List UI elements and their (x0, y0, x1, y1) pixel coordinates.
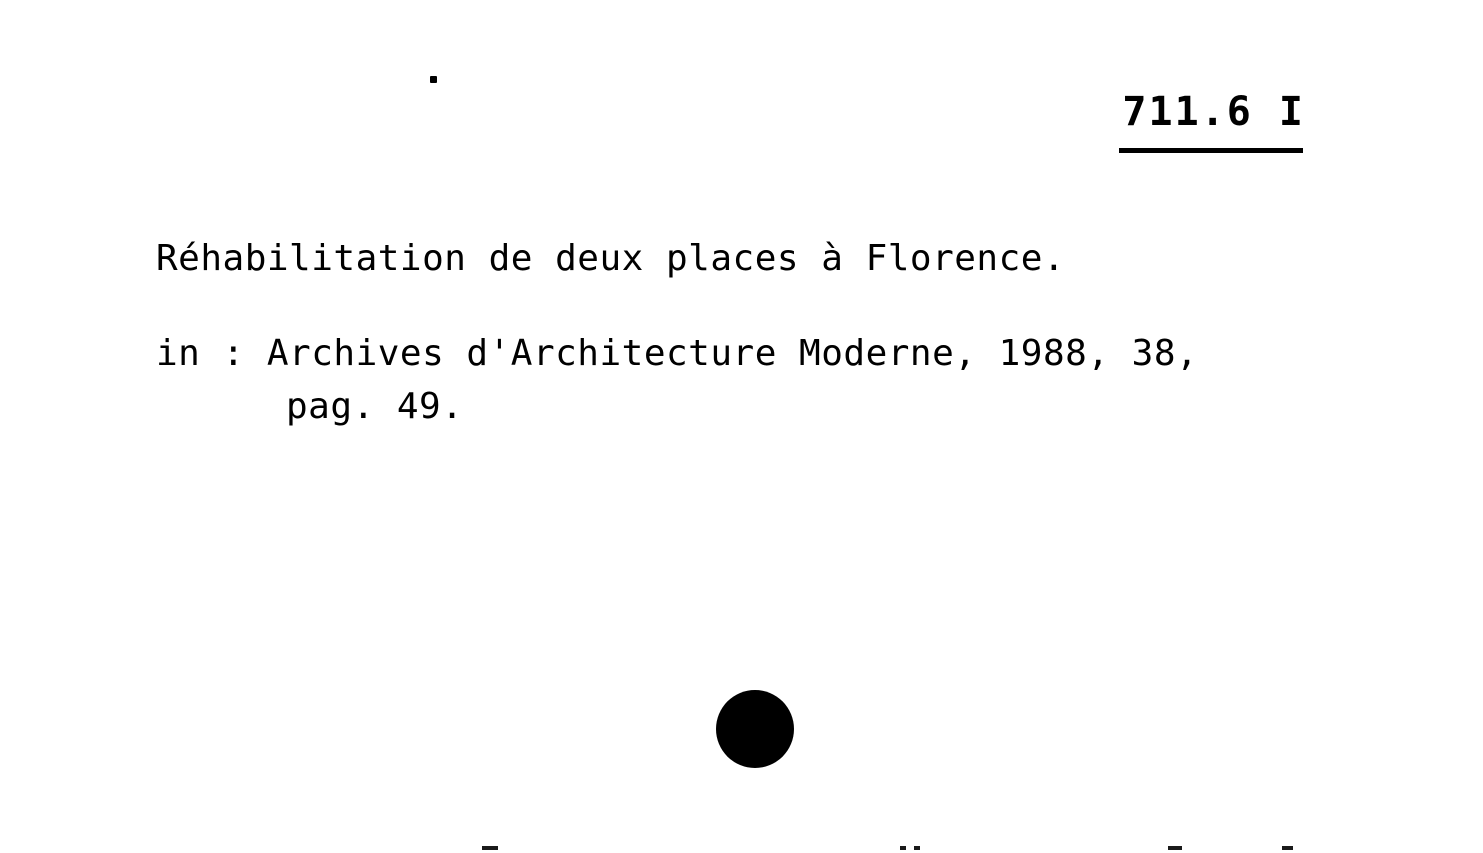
bottom-edge-mark (1168, 846, 1182, 850)
bottom-edge-mark (900, 846, 906, 850)
classification-underline (1119, 148, 1303, 153)
bottom-edge-mark (482, 846, 498, 850)
entry-source-line-1: in : Archives d'Architecture Moderne, 1988, 38, (156, 333, 1199, 375)
ink-speck-icon (430, 76, 437, 83)
bottom-edge-mark (1282, 846, 1293, 850)
catalog-entry (156, 238, 1386, 433)
entry-source-line-2: pag. 49. (286, 385, 464, 427)
classification-mark: 711.6 I (1122, 89, 1305, 135)
filled-circle-icon (716, 690, 794, 768)
bottom-edge-mark (914, 846, 920, 850)
entry-title: Réhabilitation de deux places à Florence. (156, 238, 1066, 279)
